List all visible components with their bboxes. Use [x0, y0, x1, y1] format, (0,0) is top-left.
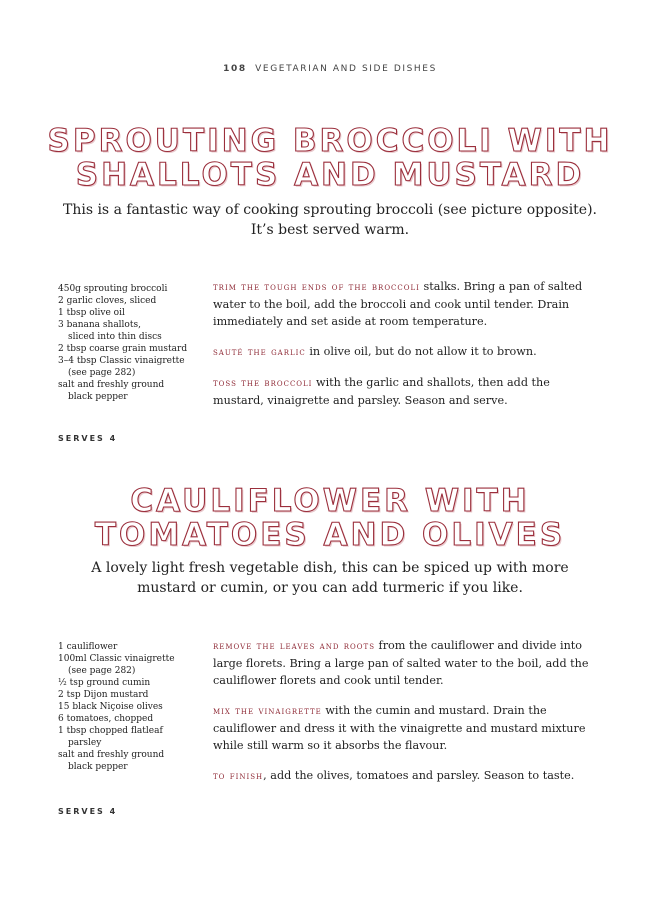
page-number: 108: [223, 64, 247, 74]
recipe-title: [0, 124, 660, 192]
ingredient-item: black pepper: [68, 762, 128, 772]
step-lead: toss the broccoli: [213, 377, 313, 389]
running-header: [0, 64, 660, 74]
step-text: in olive oil, but do not allow it to brown.: [305, 345, 537, 358]
method-step: [213, 637, 593, 689]
method-step: [213, 374, 593, 409]
ingredient-item: ½ tsp ground cumin: [58, 678, 151, 688]
ingredient-item: 100ml Classic vinaigrette: [58, 654, 175, 664]
step-text: from the cauliflower and divide into large florets. Bring a large pan of salted water to the boil, add the cauliflower florets and cook until tender.: [213, 639, 589, 687]
recipe-title-line: SPROUTING BROCCOLI WITH: [47, 123, 613, 159]
step-lead: trim the tough ends of the broccoli: [213, 281, 420, 293]
ingredient-item: 2 garlic cloves, sliced: [58, 296, 157, 306]
ingredient-item: 1 tbsp olive oil: [58, 308, 125, 318]
ingredient-item: parsley: [68, 738, 102, 748]
method-step: [213, 767, 593, 785]
ingredient-item: 1 cauliflower: [58, 642, 118, 652]
ingredient-item: (see page 282): [68, 666, 136, 676]
step-lead: mix the vinaigrette: [213, 705, 322, 717]
ingredient-item: 1 tbsp chopped flatleaf: [58, 726, 163, 736]
ingredient-list: [58, 283, 198, 403]
ingredient-item: 3 banana shallots,: [58, 320, 141, 330]
method-step: [213, 343, 593, 361]
method-step: [213, 702, 593, 754]
intro-line: This is a fantastic way of cooking sprouting broccoli (see picture opposite).: [62, 202, 597, 218]
step-text: with the cumin and mustard. Drain the cauliflower and dress it with the vinaigrette and mustard mixture while still warm so it absorbs the flavour.: [213, 704, 586, 752]
ingredient-item: 2 tbsp coarse grain mustard: [58, 344, 188, 354]
ingredient-item: (see page 282): [68, 368, 136, 378]
step-lead: sauté the garlic: [213, 346, 306, 358]
recipe-title-line: CAULIFLOWER WITH: [130, 483, 530, 519]
step-lead: to finish: [213, 770, 264, 782]
recipe-title: [0, 484, 660, 552]
ingredient-item: sliced into thin discs: [68, 332, 162, 342]
recipe-intro: [60, 200, 600, 240]
serves-label: SERVES 4: [58, 807, 118, 816]
intro-line: It’s best served warm.: [250, 222, 410, 238]
ingredient-item: salt and freshly ground: [58, 750, 165, 760]
method-step: [213, 278, 593, 330]
ingredient-item: 15 black Niçoise olives: [58, 702, 163, 712]
step-lead: remove the leaves and roots: [213, 640, 375, 652]
recipe-title-line: TOMATOES AND OLIVES: [94, 517, 566, 553]
ingredient-item: 6 tomatoes, chopped: [58, 714, 154, 724]
step-text: , add the olives, tomatoes and parsley. Season to taste.: [263, 769, 575, 782]
ingredient-item: 2 tsp Dijon mustard: [58, 690, 149, 700]
serves-label: SERVES 4: [58, 434, 118, 443]
intro-line: A lovely light fresh vegetable dish, this can be spiced up with more: [91, 560, 569, 576]
step-text: stalks. Bring a pan of salted water to the boil, add the broccoli and cook until tender. Drain immediately and set aside at room temperature.: [213, 280, 583, 328]
ingredient-item: salt and freshly ground: [58, 380, 165, 390]
recipe-intro: [60, 558, 600, 598]
method: [213, 637, 593, 798]
recipe-title-line: SHALLOTS AND MUSTARD: [75, 157, 585, 193]
method: [213, 278, 593, 422]
ingredient-item: 3–4 tbsp Classic vinaigrette: [58, 356, 185, 366]
ingredient-list: [58, 641, 198, 773]
ingredient-item: 450g sprouting broccoli: [58, 284, 168, 294]
step-text: with the garlic and shallots, then add the mustard, vinaigrette and parsley. Season and serve.: [213, 376, 550, 407]
section-title: VEGETARIAN AND SIDE DISHES: [255, 64, 437, 74]
intro-line: mustard or cumin, or you can add turmeric if you like.: [137, 580, 523, 596]
ingredient-item: black pepper: [68, 392, 128, 402]
